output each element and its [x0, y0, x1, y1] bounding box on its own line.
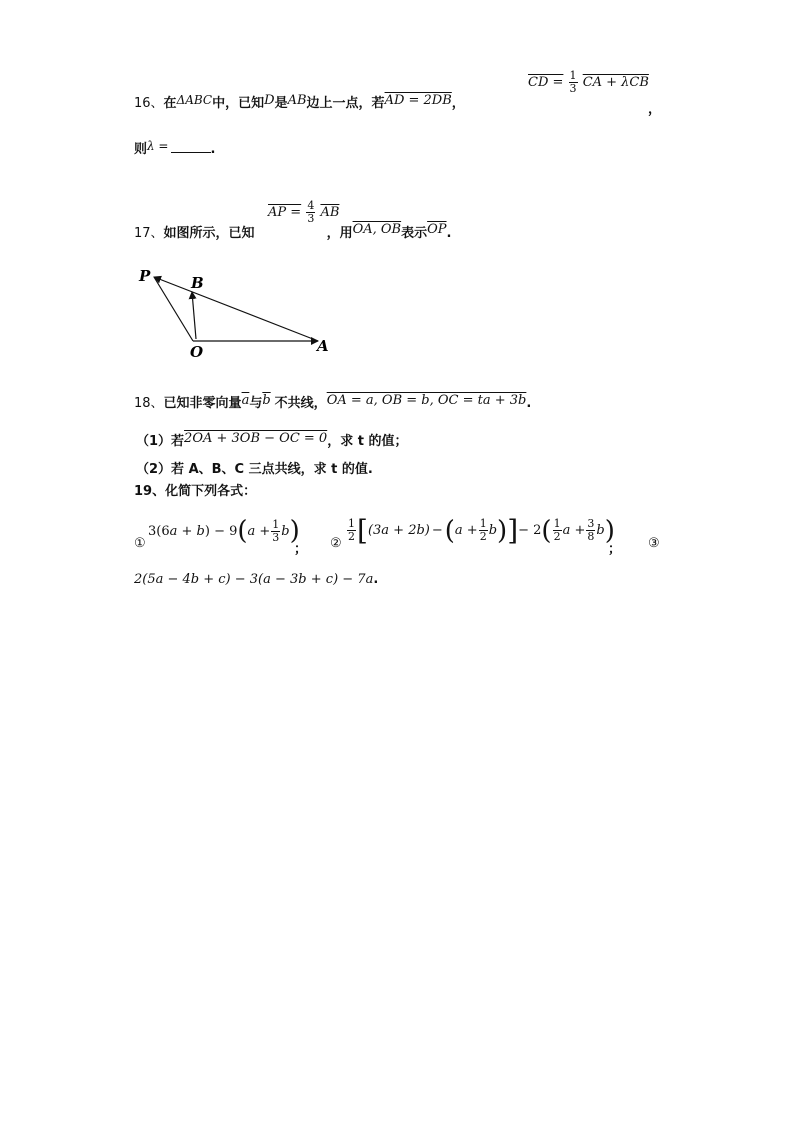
q19-e2-close-paren-2: )	[604, 515, 615, 546]
q17-text-3: 表示	[401, 226, 428, 241]
q18-period: .	[526, 396, 532, 411]
q19-e1-part-d: a +	[247, 523, 271, 539]
q16-segment-ab: AB	[287, 93, 307, 108]
q19-e2-part-e: − 2	[518, 523, 542, 538]
q18-part1-expression: 2OA + 3OB − OC = 0	[184, 431, 328, 446]
q19-marker-2: ②	[330, 536, 342, 551]
q19-e1-frac-den: 3	[272, 530, 280, 544]
q16-comma-2: ，	[648, 102, 662, 117]
q19-e1-part-a: 3(6	[148, 523, 170, 539]
q18-text-3: 不共线，	[274, 396, 327, 411]
q18-vector-b: $\overline{b}$	[262, 393, 271, 408]
q19-heading: 19、化简下列各式：	[134, 484, 257, 499]
q19-e1-part-e: b	[281, 523, 290, 539]
q16-comma-1: ，	[451, 96, 465, 111]
q19-expression-1	[148, 516, 300, 546]
q16-frac-num: 1	[569, 69, 577, 82]
q17-text-2: ，用	[326, 226, 353, 241]
q19-separator-2: ；	[608, 542, 622, 557]
q19-e2-half-den: 2	[348, 530, 355, 543]
q18-definitions: OA = a, OB = b, OC = ta + 3b	[326, 393, 527, 408]
q18-part2: （2）若 A、B、C 三点共线，求 t 的值.	[136, 462, 373, 477]
q19-row2	[134, 572, 378, 587]
q17-number: 17、	[134, 226, 164, 241]
q16-vector-equation: AD = 2DB	[384, 93, 452, 108]
q16-period: .	[210, 142, 216, 157]
q19-e2-part-d: b	[488, 523, 498, 538]
q19-e1-open-paren: (	[237, 516, 248, 546]
q16-text-2: 中，已知	[212, 96, 265, 111]
q18-vector-a: $\overline{a}$	[241, 393, 250, 408]
q19-e2-fraction-f	[553, 518, 562, 543]
q16-number: 16、	[134, 96, 164, 111]
q19-period: .	[373, 572, 379, 587]
q16-cd-rhs: CA + λCB	[582, 75, 649, 90]
q19-e2-part-i: b	[596, 523, 605, 538]
q18-part1	[136, 430, 407, 449]
q17-ab: $\overline{AB}$	[320, 205, 340, 220]
label-p: P	[139, 267, 151, 285]
q19-e2-close-bracket: ]	[507, 514, 519, 547]
q19-e2-inner-frac-num: 1	[479, 517, 487, 530]
vector-figure	[130, 262, 340, 362]
q19-e2-fraction-h	[586, 518, 595, 543]
q19-e2-open-bracket: [	[357, 514, 368, 547]
q17-vectors: OA, OB	[352, 222, 402, 237]
q18-text-1: 已知非零向量	[163, 396, 242, 411]
q19-e2-part-b: −	[431, 523, 443, 538]
q19-separator-1: ；	[294, 542, 308, 557]
segment-o-p	[154, 277, 193, 341]
q16-fraction	[569, 70, 578, 95]
q19-e1-fraction	[271, 519, 280, 544]
q16-then: 则	[134, 142, 148, 157]
q17-target: $\overline{OP}$	[427, 222, 447, 237]
q16-point-d: D	[264, 93, 275, 108]
q19-e1-part-b: a + b	[169, 523, 205, 539]
q16-cd-lhs: CD =	[528, 75, 564, 90]
q17-frac-den: 3	[307, 212, 315, 225]
q19-e2-open-paren: (	[444, 515, 455, 546]
q18-part1-suffix: ，求 t 的值；	[327, 434, 408, 449]
q19-e2-part-a: (3a + 2b)	[367, 523, 430, 538]
q18-text-2: 与	[249, 396, 263, 411]
q19-expression-3: 2(5a − 4b + c) − 3(a − 3b + c) − 7a	[134, 572, 374, 587]
q16-text-3: 是	[274, 96, 288, 111]
label-a: A	[317, 337, 329, 355]
q16-line1	[134, 92, 465, 111]
q17-frac-num: 4	[307, 199, 315, 212]
q18-part1-prefix: （1）若	[136, 434, 185, 449]
q17-period: .	[446, 226, 452, 241]
q17-line	[134, 222, 451, 241]
q19-e2-part-c: a +	[454, 523, 478, 538]
q19-e2-f-den: 2	[553, 530, 561, 543]
label-o: O	[190, 343, 204, 361]
q19-e2-h-den: 8	[587, 530, 595, 543]
q19-row1	[134, 512, 674, 557]
q16-line2	[134, 138, 215, 157]
q17-text-1: 如图所示，已知	[163, 226, 255, 241]
q19-e2-half	[347, 518, 356, 543]
q19-e2-part-g: a +	[562, 523, 586, 538]
q19-e2-inner-frac-den: 2	[479, 530, 487, 543]
q19-marker-1: ①	[134, 536, 146, 551]
q16-frac-den: 3	[569, 82, 577, 95]
q19-e2-close-paren: )	[497, 515, 508, 546]
q16-answer-blank[interactable]	[171, 140, 211, 153]
label-b: B	[191, 274, 204, 292]
q16-lambda: λ =	[147, 139, 169, 153]
q19-e2-h-num: 3	[587, 517, 595, 530]
q19-marker-3: ③	[648, 536, 660, 551]
q19-e2-inner-fraction	[479, 518, 488, 543]
q19-e1-close-paren: )	[289, 516, 300, 546]
q16-expression-2	[528, 70, 649, 95]
q19-e2-open-paren-2: (	[541, 515, 552, 546]
segment-a-p	[154, 277, 318, 341]
q16-text-4: 边上一点，若	[306, 96, 385, 111]
q18-number: 18、	[134, 396, 164, 411]
segment-o-b	[192, 292, 196, 339]
q19-e2-f-num: 1	[553, 517, 561, 530]
q17-ap: AP =	[268, 205, 302, 220]
q19-e2-half-num: 1	[348, 517, 355, 530]
q16-triangle: ΔABC	[176, 93, 213, 107]
q19-e1-part-c: ) − 9	[204, 523, 238, 539]
q16-text-1: 在	[163, 96, 177, 111]
q18-line	[134, 392, 531, 411]
q19-expression-2	[346, 514, 615, 547]
q19-e1-frac-num: 1	[272, 517, 280, 531]
